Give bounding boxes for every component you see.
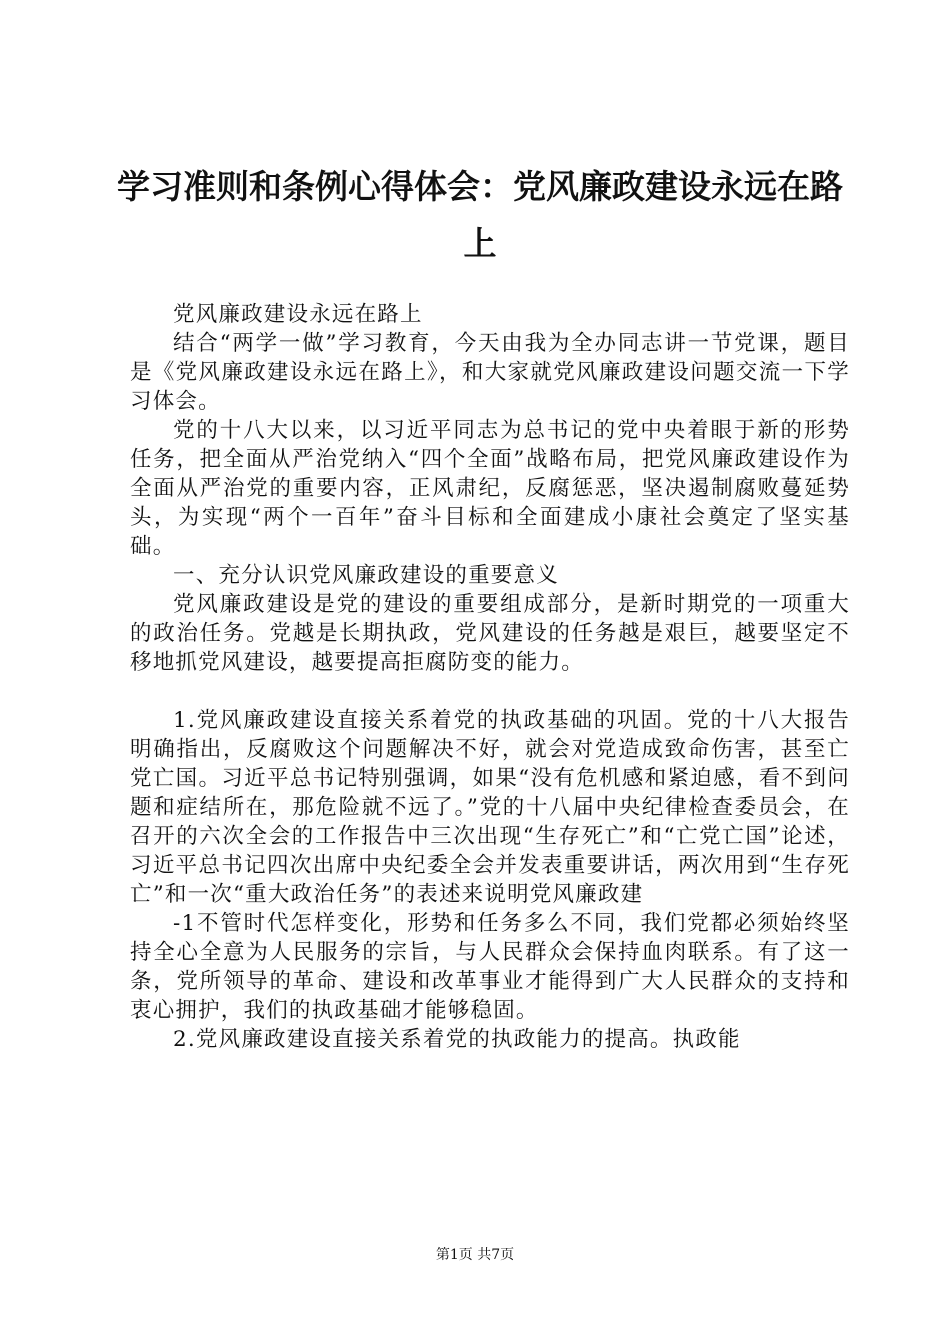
paragraph-point-1: 1.党风廉政建设直接关系着党的执政基础的巩固。党的十八大报告明确指出，反腐败这个问题解决不好，就会对党造成致命伤害，甚至亡党亡国。习近平总书记特别强调，如果“没有危机感和紧迫感，看不到问题和症结所在，那危险就不远了。”党的十八届中央纪律检查委员会，在召开的六次全会的工作报告中三次出现“生存死亡”和“亡党亡国”论述，习近平总书记四次出席中央纪委全会并发表重要讲话，两次用到“生存死亡”和一次“重大政治任务”的表述来说明党风廉政建 xyxy=(130,708,850,907)
paragraph-intro: 结合“两学一做”学习教育，今天由我为全办同志讲一节党课，题目是《党风廉政建设永远在路上》，和大家就党风廉政建设问题交流一下学习体会。 xyxy=(130,331,850,414)
paragraph-gap xyxy=(130,677,850,706)
page-footer: 第1页 共7页 xyxy=(435,1247,515,1263)
document-body xyxy=(130,300,850,1054)
paragraph-continuation: -1不管时代怎样变化，形势和任务多么不同，我们党都必须始终坚持全心全意为人民服务的宗旨，与人民群众会保持血肉联系。有了这一条，党所领导的革命、建设和改革事业才能得到广大人民群众的支持和衷心拥护，我们的执政基础才能够稳固。 xyxy=(130,911,850,1023)
document-title: 学习准则和条例心得体会：党风廉政建设永远在路上 xyxy=(117,167,843,263)
paragraph-subtitle: 党风廉政建设永远在路上 xyxy=(173,302,423,327)
paragraph-point-2: 2.党风廉政建设直接关系着党的执政能力的提高。执政能 xyxy=(173,1027,741,1052)
paragraph-significance: 党风廉政建设是党的建设的重要组成部分，是新时期党的一项重大的政治任务。党越是长期执政，党风建设的任务越是艰巨，越要坚定不移地抓党风建设，越要提高拒腐防变的能力。 xyxy=(130,592,850,675)
paragraph-background: 党的十八大以来，以习近平同志为总书记的党中央着眼于新的形势任务，把全面从严治党纳入“四个全面”战略布局，把党风廉政建设作为全面从严治党的重要内容，正风肃纪，反腐惩恶，坚决遏制腐败蔓延势头，为实现“两个一百年”奋斗目标和全面建成小康社会奠定了坚实基础。 xyxy=(130,418,850,559)
section-heading: 一、充分认识党风廉政建设的重要意义 xyxy=(173,563,559,588)
